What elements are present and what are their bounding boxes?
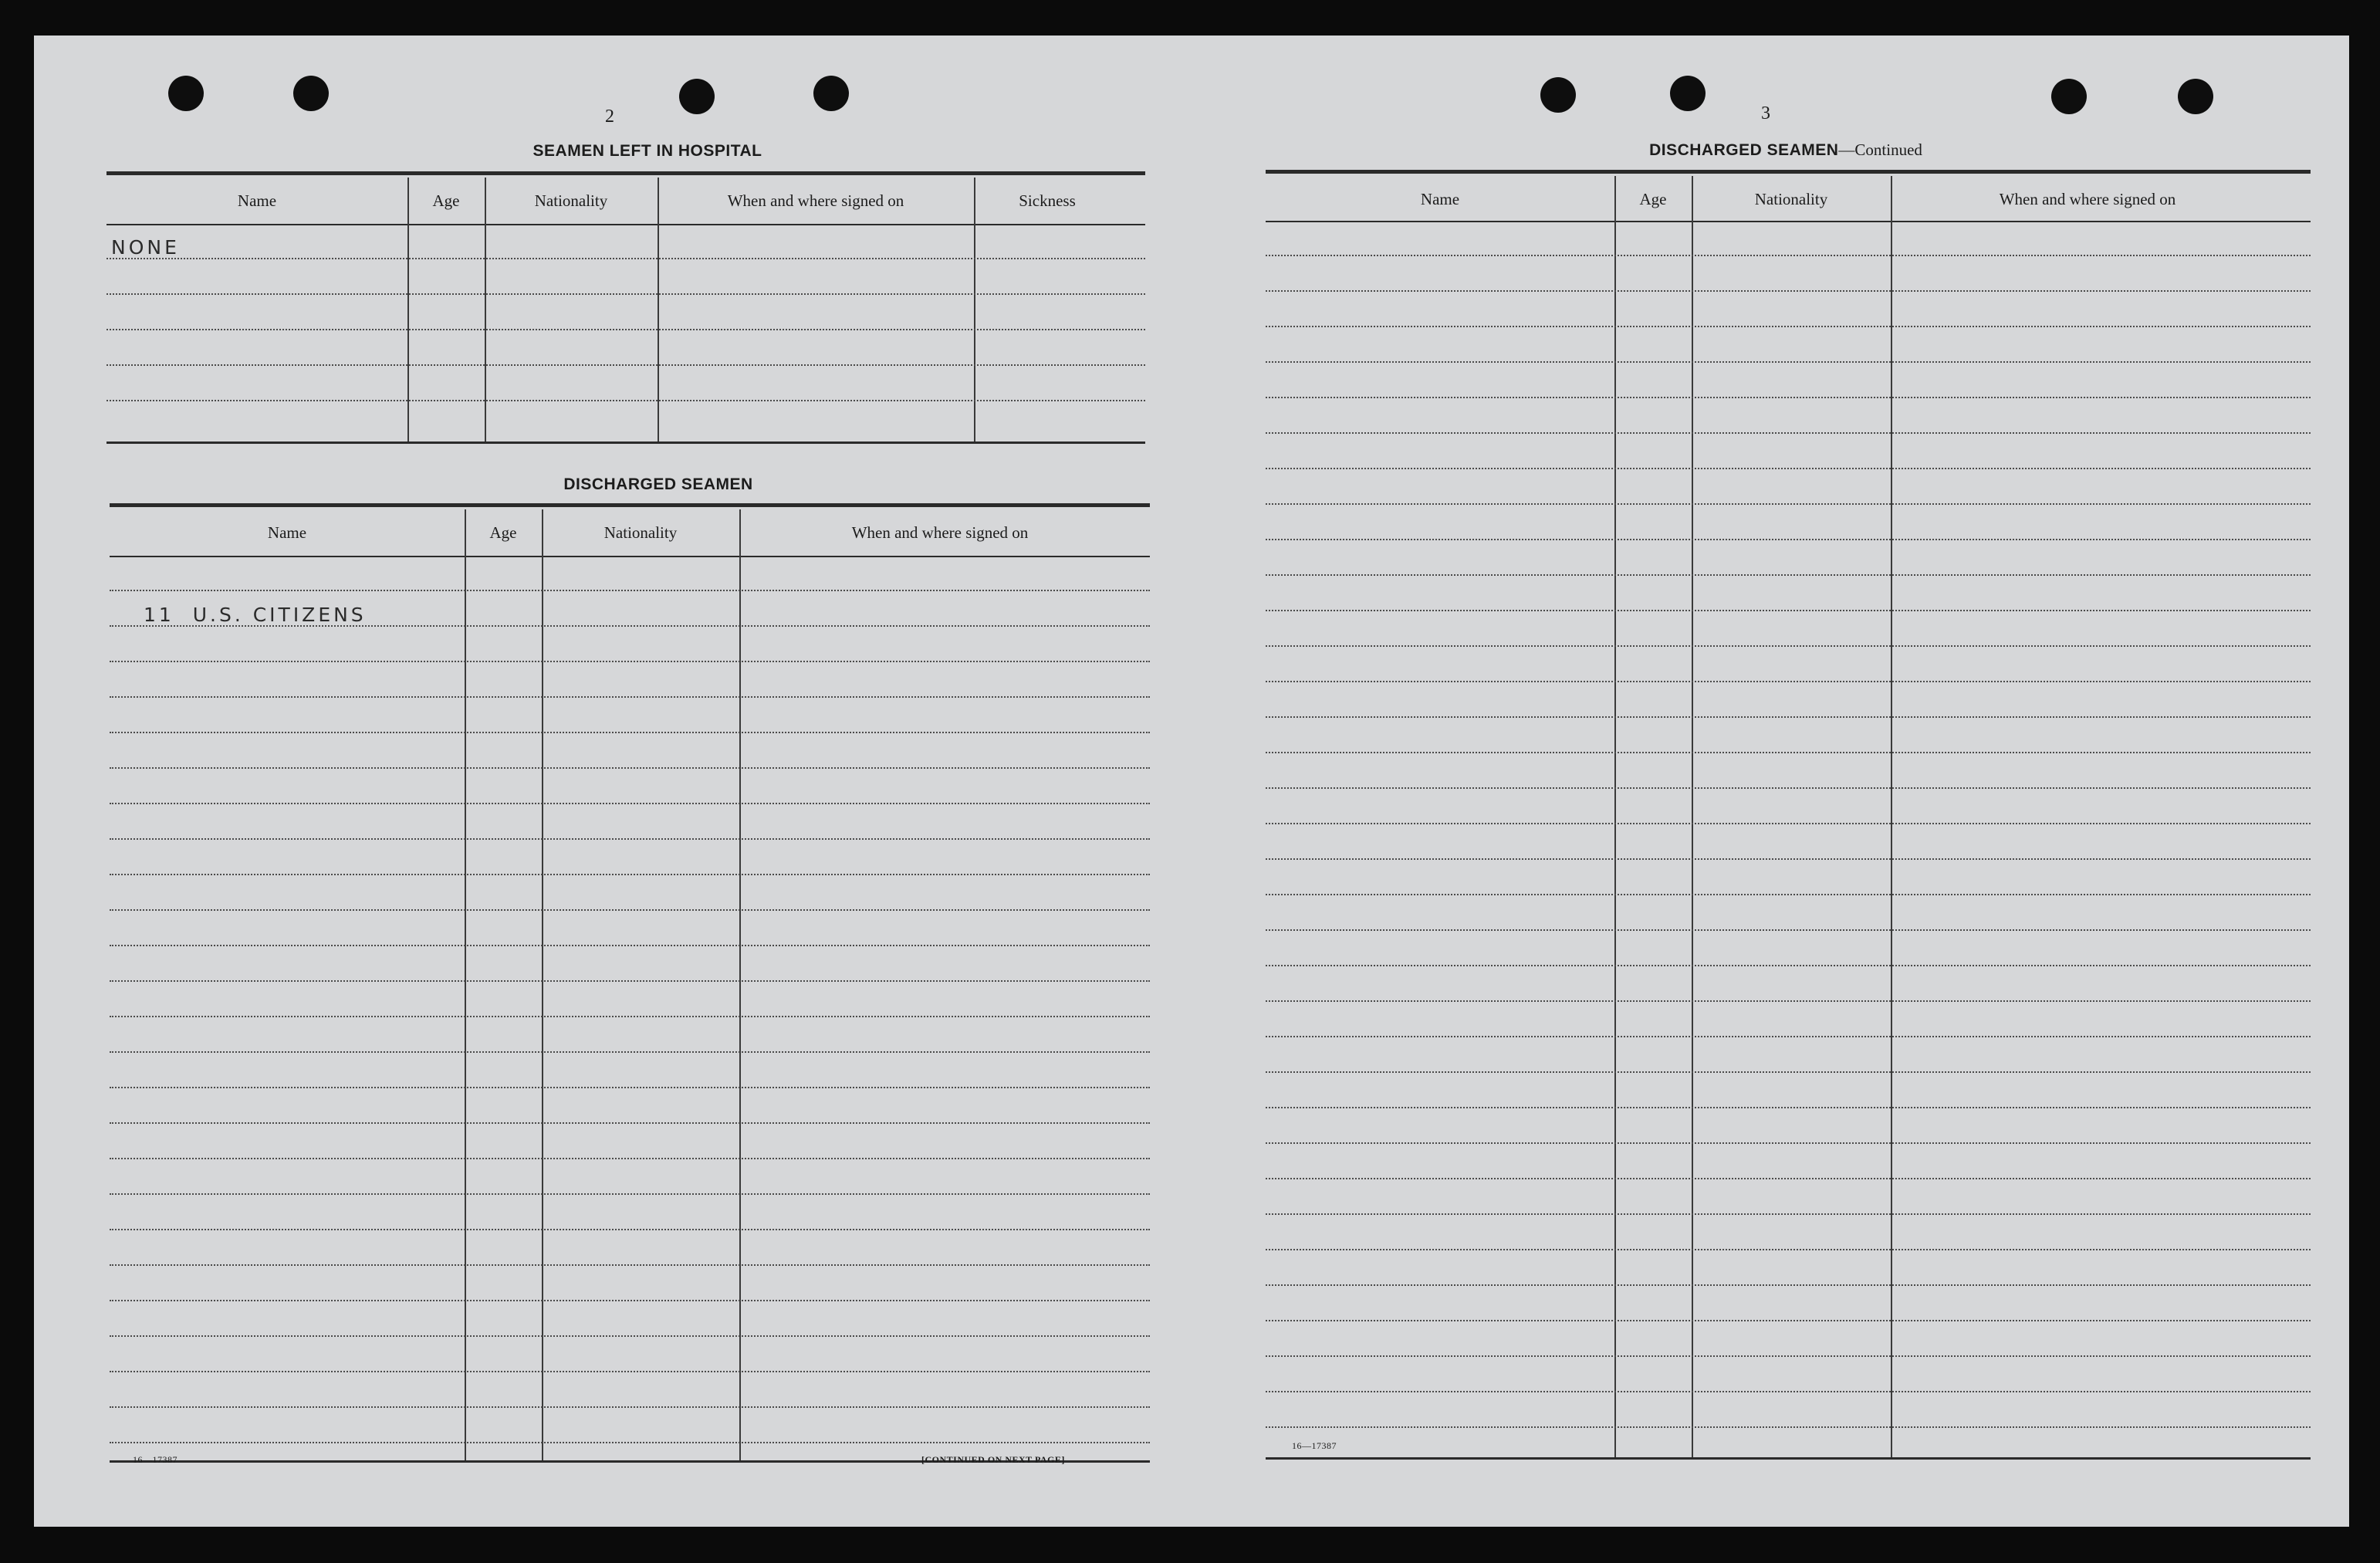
hospital-section-title: SEAMEN LEFT IN HOSPITAL (532, 142, 762, 160)
punch-hole (1670, 76, 1706, 111)
punch-hole (679, 79, 715, 114)
title-suffix: —Continued (1838, 140, 1922, 159)
discharged-table-left (110, 503, 1150, 1470)
column-header-age: Age (1639, 190, 1667, 208)
section-title: DISCHARGED SEAMEN (1649, 141, 1839, 159)
hospital-entry-text: NONE (111, 236, 180, 259)
column-header-name: Name (1420, 190, 1460, 208)
column-header-signed-on: When and where signed on (1999, 190, 2176, 208)
form-sheet (34, 36, 2349, 1527)
page-number-left: 2 (605, 107, 614, 127)
column-header-name: Name (267, 523, 307, 542)
punch-hole (2178, 79, 2213, 114)
column-header-name: Name (237, 191, 277, 210)
discharged-table-right (1266, 170, 2311, 1470)
form-number-right: 16—17387 (1292, 1440, 1337, 1451)
column-header-age: Age (489, 523, 517, 542)
form-number-left: 16—17387 (133, 1454, 177, 1465)
hospital-table (106, 171, 1145, 449)
column-header-nationality: Nationality (1754, 190, 1828, 208)
column-header-nationality: Nationality (534, 191, 608, 210)
column-header-age: Age (432, 191, 460, 210)
discharged-continued-title (1539, 140, 2033, 160)
discharged-section-title: DISCHARGED SEAMEN (563, 475, 753, 493)
column-header-signed-on: When and where signed on (851, 523, 1029, 542)
punch-hole (293, 76, 329, 111)
column-header-sickness: Sickness (1019, 191, 1076, 210)
continued-note: [CONTINUED ON NEXT PAGE] (921, 1454, 1065, 1465)
column-header-nationality: Nationality (603, 523, 678, 542)
punch-hole (168, 76, 204, 111)
page-number-right: 3 (1761, 103, 1770, 123)
punch-hole (2051, 79, 2087, 114)
punch-hole (813, 76, 849, 111)
punch-hole (1540, 77, 1576, 113)
column-header-signed-on: When and where signed on (727, 191, 904, 210)
discharged-entry-text: 11 U.S. CITIZENS (144, 604, 367, 626)
